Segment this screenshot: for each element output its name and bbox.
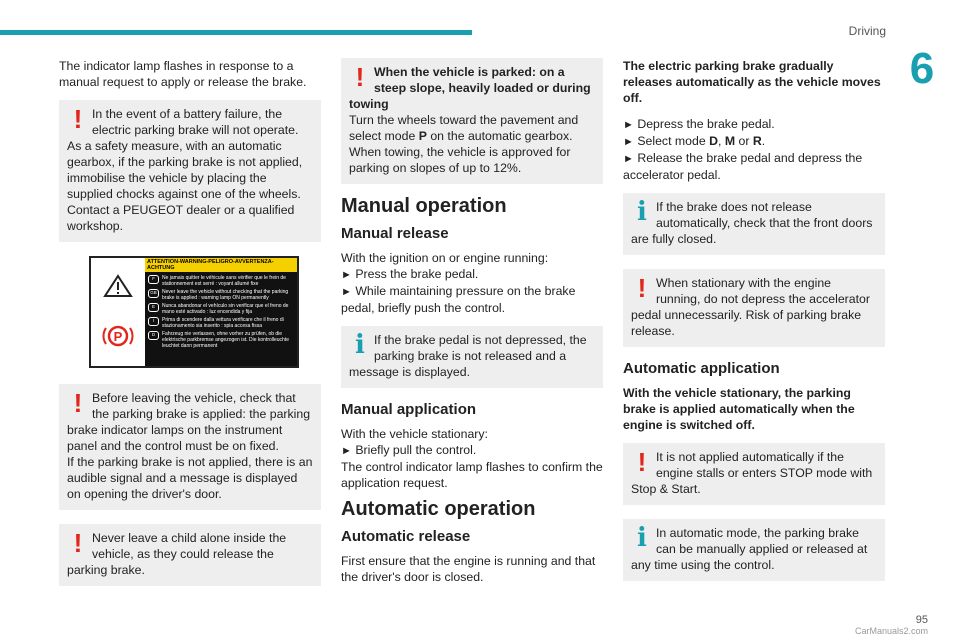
step-text: Briefly pull the control. <box>355 443 477 457</box>
warning-box <box>623 269 885 347</box>
warning-label-figure <box>89 256 299 368</box>
step-text: While maintaining pressure on the brake pedal, briefly push the control. <box>341 284 576 315</box>
lang-badge: D <box>148 331 159 340</box>
text-part: , <box>717 134 725 148</box>
column-3 <box>623 58 885 595</box>
warning-text: It is not applied automatically if the engine stalls or enters STOP mode with Stop & Start. <box>631 450 873 496</box>
column-1 <box>59 58 321 600</box>
column-2 <box>341 58 603 595</box>
figure-row <box>148 289 294 301</box>
warning-text: When towing, the vehicle is approved for parking on slopes of up to 12%. <box>349 145 571 175</box>
warning-box <box>59 100 321 242</box>
page-number: 95 <box>915 614 928 626</box>
info-box <box>623 519 885 581</box>
warning-icon: ! <box>73 388 83 418</box>
parking-brake-icon <box>101 322 135 350</box>
figure-row-text: Fahrzeug nie verlassen, ohne vorher zu prüfen, ob die elektrische parkbremse angezogen ist. Die kontrolleuchte leuchtet dann permanent <box>162 331 290 349</box>
warning-box <box>59 384 321 510</box>
lang-badge: E <box>148 303 159 312</box>
subsection-heading: Manual release <box>341 225 449 242</box>
figure-row <box>148 331 294 349</box>
triangle-warning-icon <box>103 274 133 298</box>
subsection-heading: Manual application <box>341 401 477 418</box>
figure-row-text: Nunca abandonar el vehículo sin verificar que el freno de mano esté activado : luz encendida y fija <box>162 303 289 315</box>
figure-header: ATTENTION-WARNING-PELIGRO-AVVERTENZA-ACHTUNG <box>145 258 297 272</box>
mode-letter: D <box>709 134 718 148</box>
warning-text: Contact a PEUGEOT dealer or a qualified workshop. <box>67 203 295 233</box>
step-item <box>623 150 885 183</box>
warning-box <box>623 443 885 505</box>
text-part: . <box>761 134 766 148</box>
warning-icon: ! <box>637 447 647 477</box>
figure-row-text: Never leave the vehicle without checking that the parking brake is applied : warning lamp ON permanently <box>162 289 289 301</box>
mode-letter: R <box>752 134 762 148</box>
section-heading: Manual operation <box>341 195 507 217</box>
figure-row-text: Prima di scendere dalla vettura verificare che il freno di stazionamento sia inserito : spia accesa fissa <box>162 317 284 329</box>
step-item <box>341 266 603 283</box>
paragraph: With the vehicle stationary: <box>341 427 488 441</box>
figure-icons <box>91 258 145 366</box>
warning-text: When stationary with the engine running, do not depress the accelerator pedal unnecessarily. Risk of parking brake release. <box>631 276 870 338</box>
watermark: CarManuals2.com <box>854 626 928 636</box>
paragraph: With the ignition on or engine running: <box>341 251 549 265</box>
chapter-number: 6 <box>909 44 935 93</box>
subsection-heading: Automatic release <box>341 528 471 545</box>
warning-box <box>341 58 603 184</box>
lang-badge: F <box>148 275 159 284</box>
figure-row <box>148 303 294 315</box>
warning-text: Never leave a child alone inside the vehicle, as they could release the parking brake. <box>67 531 287 577</box>
warning-text: As a safety measure, with an automatic gearbox, if the parking brake is not applied, immobilise the vehicle by placing the supplied chocks against one of the wheels. <box>67 139 303 201</box>
svg-text:P: P <box>113 329 123 344</box>
warning-text <box>349 112 595 144</box>
step-item <box>623 116 885 133</box>
bullet-icon: ► <box>341 445 352 457</box>
bullet-icon: ► <box>623 136 634 148</box>
section-title: Driving <box>848 24 886 38</box>
info-box <box>341 326 603 388</box>
warning-text: Before leaving the vehicle, check that the parking brake is applied: the parking brake indicator lamps on the instrument panel and the control must be on fixed. <box>67 391 311 453</box>
mode-letter: P <box>418 129 427 143</box>
info-icon: i <box>637 197 647 227</box>
step-text: Depress the brake pedal. <box>637 117 775 131</box>
warning-text: In the event of a battery failure, the electric parking brake will not operate. <box>92 107 299 137</box>
bullet-icon: ► <box>341 269 352 281</box>
figure-row <box>148 317 294 329</box>
info-text: If the brake does not release automatically, check that the front doors are fully closed. <box>631 200 873 246</box>
figure-row <box>148 275 294 287</box>
info-icon: i <box>637 523 647 553</box>
paragraph: The indicator lamp flashes in response to a manual request to apply or release the brake. <box>59 59 307 89</box>
warning-icon: ! <box>637 273 647 303</box>
bullet-icon: ► <box>623 119 634 131</box>
step-item <box>623 133 885 150</box>
bullet-icon: ► <box>341 286 352 298</box>
text-part: or <box>735 134 753 148</box>
info-text: In automatic mode, the parking brake can be manually applied or released at any time using the control. <box>631 526 868 572</box>
warning-title: When the vehicle is parked: on a steep slope, heavily loaded or during towing <box>349 65 591 111</box>
step-text: Release the brake pedal and depress the accelerator pedal. <box>623 151 863 182</box>
warning-text: If the parking brake is not applied, there is an audible signal and a message is displayed on opening the driver's door. <box>67 455 313 501</box>
step-text: Press the brake pedal. <box>355 267 479 281</box>
paragraph: The control indicator lamp flashes to confirm the application request. <box>341 460 603 490</box>
text-part: on the automatic gearbox. <box>426 129 573 143</box>
warning-icon: ! <box>73 528 83 558</box>
step-text: Select mode <box>637 134 710 148</box>
figure-text-panel <box>145 258 297 366</box>
header-bar <box>0 30 472 35</box>
bullet-icon: ► <box>623 153 634 165</box>
warning-box <box>59 524 321 586</box>
paragraph: The electric parking brake gradually releases automatically as the vehicle moves off. <box>623 59 881 105</box>
figure-row-text: Ne jamais quitter le véhicule sans vérifier que le frein de stationnement est serré : voyant allumé fixe <box>162 275 286 287</box>
step-item <box>341 442 603 459</box>
text-part: Turn the wheels toward the pavement and select mode <box>349 113 579 143</box>
info-icon: i <box>355 330 365 360</box>
info-box <box>623 193 885 255</box>
paragraph: With the vehicle stationary, the parking brake is applied automatically when the engine is switched off. <box>623 386 855 432</box>
step-item <box>341 283 603 316</box>
warning-icon: ! <box>73 104 83 134</box>
warning-icon: ! <box>355 62 365 92</box>
lang-badge: I <box>148 317 159 326</box>
mode-letter: M <box>724 134 736 148</box>
lang-badge: GB <box>148 289 159 298</box>
paragraph: First ensure that the engine is running and that the driver's door is closed. <box>341 554 596 584</box>
section-heading: Automatic operation <box>341 498 536 520</box>
subsection-heading: Automatic application <box>623 360 780 377</box>
info-text: If the brake pedal is not depressed, the parking brake is not released and a message is displayed. <box>349 333 587 379</box>
